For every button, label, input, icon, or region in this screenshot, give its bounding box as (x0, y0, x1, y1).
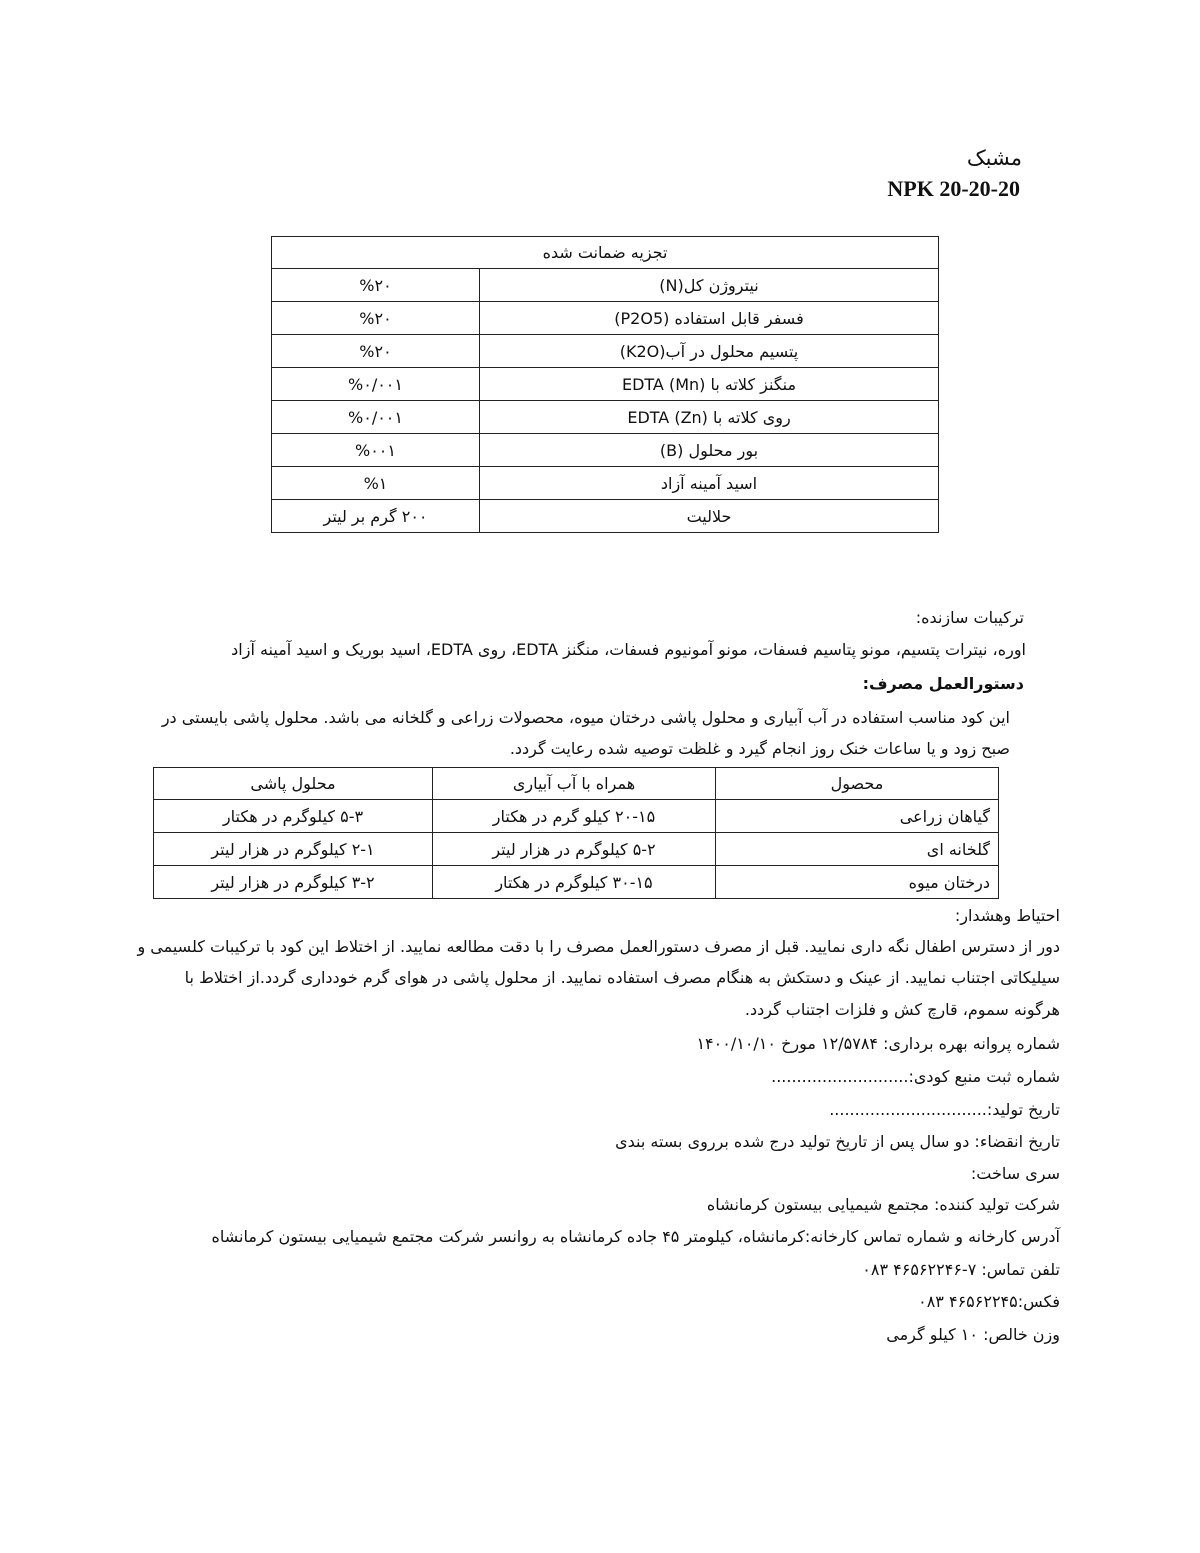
usage-cell-irrigation: ۳۰-۱۵ کیلوگرم در هکتار (433, 866, 716, 899)
analysis-value: %۰۰۱ (272, 434, 480, 467)
fax-number: فکس:۴۶۵۶۲۲۴۵ ۰۸۳ (918, 1292, 1060, 1311)
table-row (272, 467, 939, 500)
usage-cell-foliar: ۵-۳ کیلوگرم در هکتار (154, 800, 433, 833)
table-row (154, 800, 999, 833)
ingredients-heading: ترکیبات سازنده: (915, 608, 1024, 627)
analysis-label: اسید آمینه آزاد (480, 467, 939, 500)
usage-header-product: محصول (716, 768, 999, 800)
usage-heading: دستورالعمل مصرف: (862, 674, 1024, 693)
table-row (272, 335, 939, 368)
analysis-label: پتسیم محلول در آب(K2O) (480, 335, 939, 368)
ingredients-text: اوره، نیترات پتسیم، مونو پتاسیم فسفات، مونو آمونیوم فسفات، منگنز EDTA، روی EDTA، اسید بوریک و اسید آمینه آزاد (231, 640, 1026, 659)
analysis-label: بور محلول (B) (480, 434, 939, 467)
analysis-label: منگنز کلاته با EDTA (Mn) (480, 368, 939, 401)
usage-header-foliar: محلول پاشی (154, 768, 433, 800)
net-weight: وزن خالص: ۱۰ کیلو گرمی (886, 1325, 1060, 1344)
warnings-line3: هرگونه سموم، قارچ کش و فلزات اجتناب گردد. (744, 1000, 1060, 1019)
analysis-table (271, 236, 939, 533)
manufacturer: شرکت تولید کننده: مجتمع شیمیایی بیستون کرمانشاه (706, 1195, 1060, 1214)
analysis-value: %۲۰ (272, 335, 480, 368)
analysis-label: روی کلاته با EDTA (Zn) (480, 401, 939, 434)
usage-table (153, 767, 999, 899)
usage-header-irrigation: همراه با آب آبیاری (433, 768, 716, 800)
expiry-date: تاریخ انقضاء: دو سال پس از تاریخ تولید درج شده برروی بسته بندی (615, 1132, 1060, 1151)
analysis-table-title: تجزیه ضمانت شده (272, 237, 939, 269)
usage-cell-irrigation: ۲۰-۱۵ کیلو گرم در هکتار (433, 800, 716, 833)
warnings-heading: احتیاط وهشدار: (954, 906, 1060, 925)
analysis-title-row (272, 237, 939, 269)
product-name: مشبک (966, 146, 1022, 170)
usage-table-header (154, 768, 999, 800)
table-row (272, 269, 939, 302)
analysis-label: حلالیت (480, 500, 939, 533)
warnings-line2: سیلیکاتی اجتناب نمایید. از عینک و دستکش به هنگام مصرف استفاده نمایید. از محلول پاشی در هوای گرم خودداری گردد.از اختلاط با (184, 968, 1060, 987)
analysis-value: %۰/۰۰۱ (272, 368, 480, 401)
usage-text-line2: صبح زود و یا ساعات خنک روز انجام گیرد و غلظت توصیه شده رعایت گردد. (509, 739, 1010, 758)
license-number: شماره پروانه بهره برداری: ۱۲/۵۷۸۴ مورخ ۱۴۰۰/۱۰/۱۰ (696, 1034, 1060, 1053)
table-row (272, 401, 939, 434)
analysis-label: فسفر قابل استفاده (P2O5) (480, 302, 939, 335)
usage-cell-irrigation: ۵-۲ کیلوگرم در هزار لیتر (433, 833, 716, 866)
table-row (272, 434, 939, 467)
npk-formula: NPK 20-20-20 (887, 176, 1020, 201)
table-row (154, 866, 999, 899)
analysis-value: %۲۰ (272, 269, 480, 302)
usage-text-line1: این کود مناسب استفاده در آب آبیاری و محلول پاشی درختان میوه، محصولات زراعی و گلخانه می باشد. محلول پاشی بایستی در (161, 708, 1010, 727)
table-row (272, 302, 939, 335)
usage-cell-foliar: ۲-۱ کیلوگرم در هزار لیتر (154, 833, 433, 866)
phone-number: تلفن تماس: ۷-۴۶۵۶۲۲۴۶ ۰۸۳ (862, 1260, 1060, 1279)
analysis-value: %۰/۰۰۱ (272, 401, 480, 434)
usage-cell-product: درختان میوه (716, 866, 999, 899)
table-row (272, 368, 939, 401)
analysis-label: نیتروژن کل(N) (480, 269, 939, 302)
analysis-value: %۲۰ (272, 302, 480, 335)
usage-cell-foliar: ۳-۲ کیلوگرم در هزار لیتر (154, 866, 433, 899)
analysis-value: %۱ (272, 467, 480, 500)
warnings-line1: دور از دسترس اطفال نگه داری نمایید. قبل از مصرف دستورالعمل مصرف را با دقت مطالعه نمایید. از اختلاط این کود با ترکیبات کلسیمی و (137, 937, 1060, 956)
analysis-value: ۲۰۰ گرم بر لیتر (272, 500, 480, 533)
batch-number: سری ساخت: (970, 1164, 1060, 1183)
factory-address: آدرس کارخانه و شماره تماس کارخانه:کرمانشاه، کیلومتر ۴۵ جاده کرمانشاه به روانسر شرکت مجتمع شیمیایی بیستون کرمانشاه (211, 1227, 1060, 1246)
registration-number: شماره ثبت منبع کودی:........................... (771, 1067, 1060, 1086)
table-row (154, 833, 999, 866)
usage-cell-product: گلخانه ای (716, 833, 999, 866)
production-date: تاریخ تولید:............................... (829, 1100, 1060, 1119)
table-row (272, 500, 939, 533)
usage-cell-product: گیاهان زراعی (716, 800, 999, 833)
